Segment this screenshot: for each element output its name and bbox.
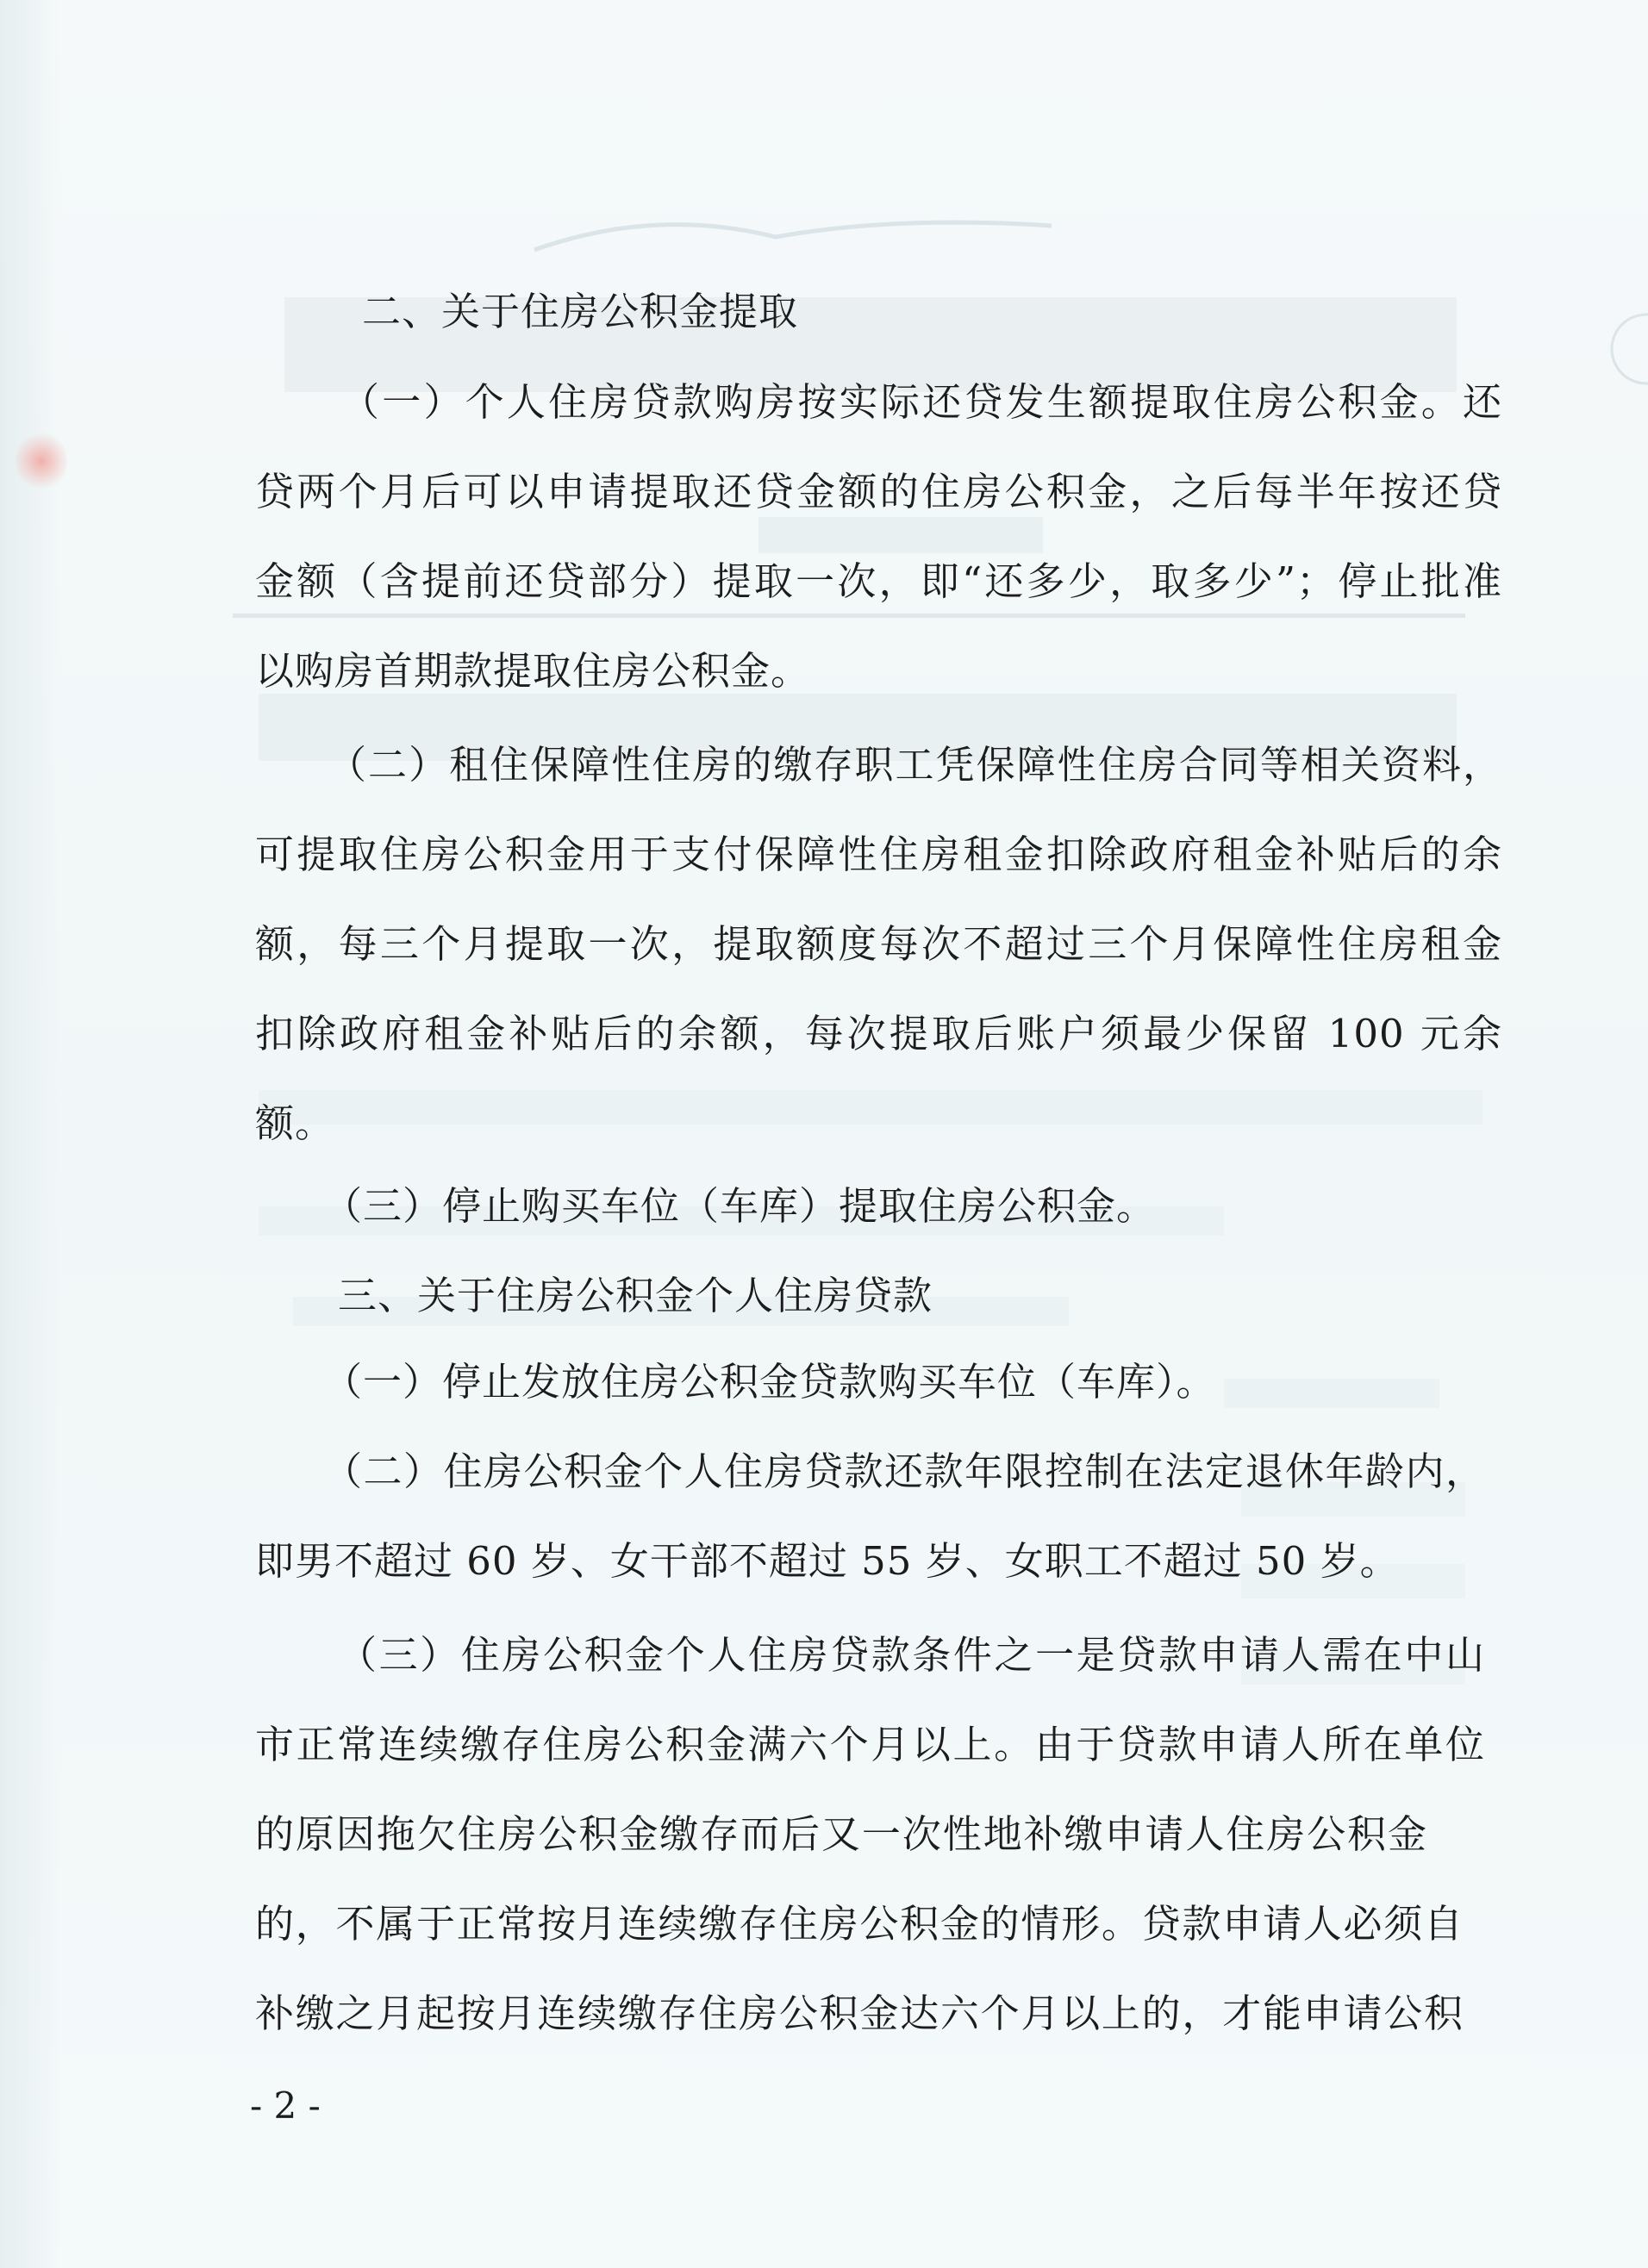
ghost-text-block-1 [259, 1090, 1483, 1125]
item-3-3-line-2: 市正常连续缴存住房公积金满六个月以上。由于贷款申请人所在单位 [255, 1722, 1485, 1767]
item-3-3-line-5: 补缴之月起按月连续缴存住房公积金达六个月以上的，才能申请公积 [255, 1991, 1464, 2036]
item-3-3-line-4: 的，不属于正常按月连续缴存住房公积金的情形。贷款申请人必须自 [255, 1901, 1464, 1947]
item-2-1-line-3: 金额（含提前还贷部分）提取一次，即“还多少，取多少”；停止批准 [255, 558, 1502, 604]
ghost-seal-edge [1612, 315, 1648, 383]
item-2-2-line-3: 额，每三个月提取一次，提取额度每次不超过三个月保障性住房租金 [255, 921, 1502, 967]
item-3-2-line-1: （二）住房公积金个人住房贷款还款年限控制在法定退休年龄内， [323, 1449, 1485, 1494]
item-2-3-line-1: （三）停止购买车位（车库）提取住房公积金。 [323, 1183, 1157, 1229]
item-2-1-line-2: 贷两个月后可以申请提取还贷金额的住房公积金，之后每半年按还贷 [255, 469, 1502, 514]
item-2-1-line-1: （一）个人住房贷款购房按实际还贷发生额提取住房公积金。还 [340, 379, 1502, 425]
ghost-text-block-4 [1224, 1379, 1439, 1408]
item-2-2-line-2: 可提取住房公积金用于支付保障性住房租金扣除政府租金补贴后的余 [255, 832, 1502, 877]
section-heading-withdrawal: 二、关于住房公积金提取 [362, 289, 799, 334]
ghost-emblem-stroke [534, 222, 1052, 250]
ghost-docnumber-block [758, 517, 1043, 553]
item-2-1-line-4: 以购房首期款提取住房公积金。 [255, 648, 811, 694]
item-3-3-line-3: 的原因拖欠住房公积金缴存而后又一次性地补缴申请人住房公积金 [255, 1811, 1427, 1857]
item-3-2-line-2: 即男不超过 60 岁、女干部不超过 55 岁、女职工不超过 50 岁。 [255, 1538, 1400, 1584]
item-2-2-line-4: 扣除政府租金补贴后的余额，每次提取后账户须最少保留 100 元余 [255, 1011, 1502, 1056]
item-2-2-line-5: 额。 [255, 1100, 335, 1146]
ghost-rule-line [233, 614, 1465, 618]
section-heading-loans: 三、关于住房公积金个人住房贷款 [338, 1273, 933, 1318]
red-ink-mark [16, 431, 67, 491]
page-number: - 2 - [250, 2084, 321, 2127]
item-3-1-line-1: （一）停止发放住房公积金贷款购买车位（车库）。 [323, 1359, 1216, 1405]
item-2-2-line-1: （二）租住保障性住房的缴存职工凭保障性住房合同等相关资料， [328, 742, 1502, 788]
item-3-3-line-1: （三）住房公积金个人住房贷款条件之一是贷款申请人需在中山 [338, 1632, 1485, 1678]
